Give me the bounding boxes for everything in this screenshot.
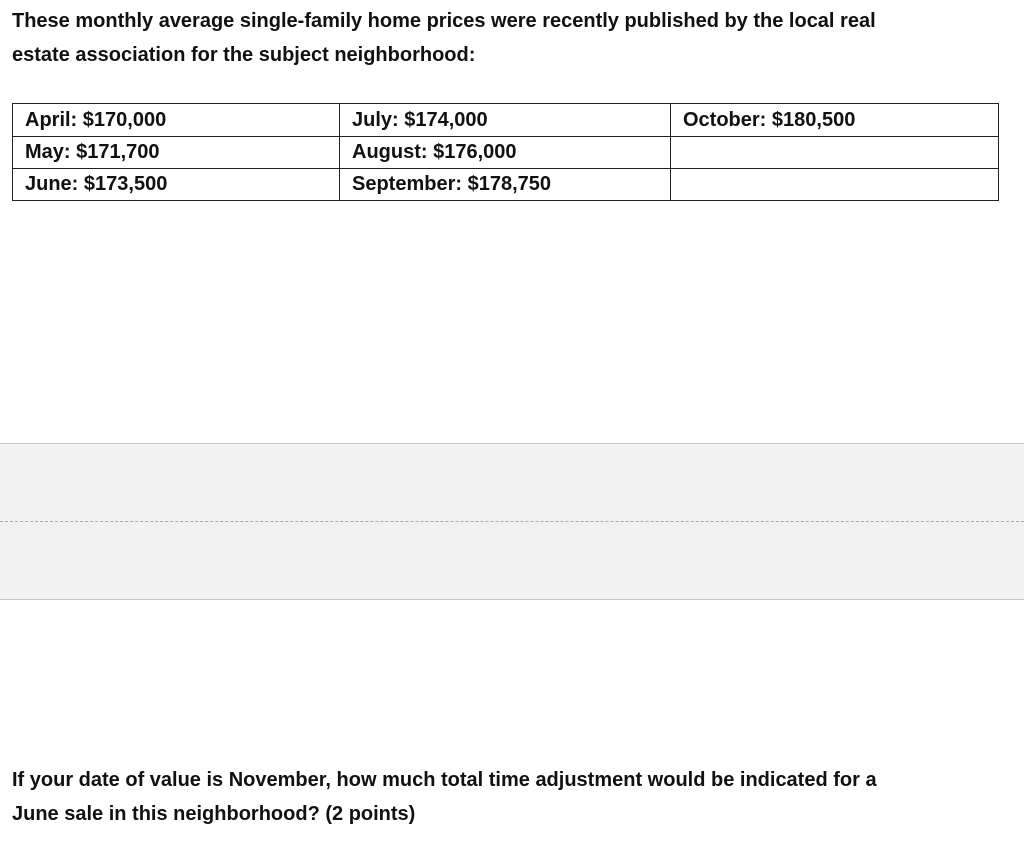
intro-line-1: These monthly average single-family home prices were recently published by the local real <box>12 10 876 32</box>
price-cell-september: September: $178,750 <box>340 169 671 201</box>
intro-text <box>12 4 1002 72</box>
price-cell-empty <box>671 169 999 201</box>
price-cell-empty <box>671 137 999 169</box>
price-cell-august: August: $176,000 <box>340 137 671 169</box>
price-cell-july: July: $174,000 <box>340 104 671 137</box>
price-cell-october: October: $180,500 <box>671 104 999 137</box>
intro-line-2: estate association for the subject neighborhood: <box>12 44 476 66</box>
answer-area[interactable] <box>0 443 1024 600</box>
table-row <box>13 104 999 137</box>
price-cell-april: April: $170,000 <box>13 104 340 137</box>
question-line-1: If your date of value is November, how much total time adjustment would be indicated for a <box>12 769 877 791</box>
question-line-2: June sale in this neighborhood? (2 points) <box>12 803 416 825</box>
table-row <box>13 169 999 201</box>
price-cell-may: May: $171,700 <box>13 137 340 169</box>
question-text <box>12 763 1012 831</box>
price-cell-june: June: $173,500 <box>13 169 340 201</box>
table-row <box>13 137 999 169</box>
monthly-price-table <box>12 103 999 201</box>
answer-divider <box>0 521 1024 522</box>
